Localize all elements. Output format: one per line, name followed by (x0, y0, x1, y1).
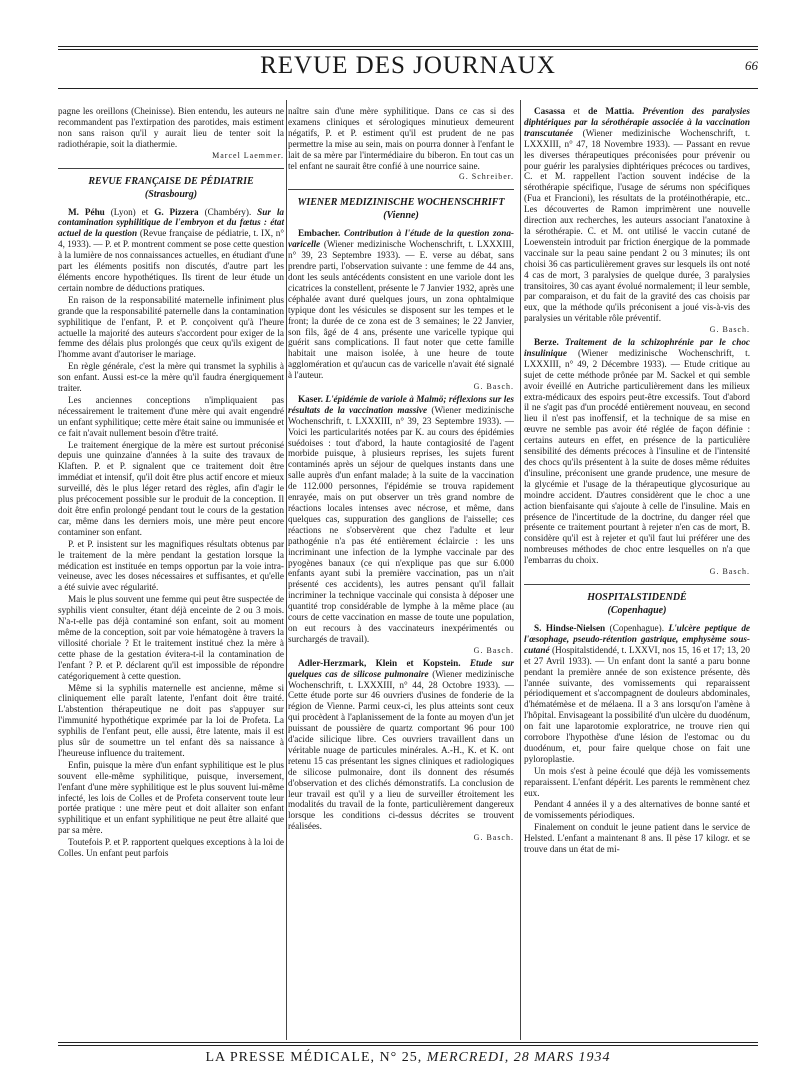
column-divider (520, 100, 521, 1040)
article-body: (Hospitalstidendé, t. LXXVI, nos 15, 16 et 17; 13, 20 et 27 Avril 1933). — Un enfant dont la santé a paru bonne pendant la première année de son existence présente, dès l'année suivante, des vomissements qui reparaissent périodiquement et s'accompagnent de douleurs abdominales, d'hématémèse et de mélaena. Il a 3 ans lorsqu'on l'amène à l'hôpital. Envisageant la possibilité d'un ulcère du duodénum, on fait une laparotomie exploratrice, ne trouve rien qui corrobore l'hypothèse d'une lésion de l'estomac ou du duodénum, et, pour faire quelque chose on fait une pyloroplastie. (524, 644, 750, 764)
article-body: (Wiener medizinische Wochenschrift, t. LXXXIII, n° 39, 23 Septembre 1933). — Voici les particularités notées par K. au cours des épidémies suédoises : tout d'abord, la haute contagiosité de l'agent morbide puisque, à plusieurs reprises, les sujets furent contaminés après un séjour de quelques instants dans une salle auprès d'un enfant malade; à la suite de la vaccination de 112.000 personnes, l'épidémie se trouva rapidement enrayée, mais on put observer un très grand nombre de réactions locales intenses avec nécrose, et même, dans quelques cas, suppuration des ganglions de l'aisselle; ces réactions ne s'observèrent que chez l'adulte et leur pathogénie n'a pas été entièrement éclaircie : les uns incriminant une infection de la lymphe vaccinale par des pyogènes banaux (ce qui n'explique pas que sur 6.000 enfants ayant subi la première vaccination, pas un n'ait présenté ces accidents), les autres pensant qu'il fallait incriminer la technique vaccinale qui consista à déposer une quantité trop considérable de lymphe à la même place (au cours de cette vaccination en masse de toute une population, on eut recours à des vaccinateurs inexpérimentés ou surchargés de travail). (288, 404, 515, 644)
paragraph: Même si la syphilis maternelle est ancienne, même si cliniquement elle paraît latente, l'enfant doit être traité. L'abstention thérapeutique ne doit pas s'appuyer sur l'immunité hypothétique exprimée par la loi de Profeta. La syphilis de l'enfant peut, elle aussi, être latente, mais il est plus sûr de soumettre un tel enfant dès sa naissance à l'heureuse influence du traitement. (58, 682, 284, 758)
article-entry (288, 658, 514, 833)
page-footer (58, 1050, 758, 1066)
section-title: REVUE FRANÇAISE DE PÉDIATRIE (88, 175, 254, 187)
article-body: (Wiener medizinische Wochenschrift, t. LXXXIII, n° 47, 18 Novembre 1933). — Passant en revue les diverses thérapeutiques préconisées pour prévenir ou pour guérir les paralysies diphtériques précoces ou tardives, C. et M. rappellent l'action souvent indécise de la sérothérapie spécifique, l'usage de sérums non spécifiques (Fua et Francioni), les résultats de la protéinothérapie, etc.. Les découvertes de Ramon imprimèrent une nouvelle direction aux recherches, les auteurs associant l'anatoxine à la sérothérapie. C. et M. ont utilisé le vaccin cutané de Loewenstein introduit par friction énergique de la pommade vaccinale sur la peau saine pendant 2 ou 3 minutes; ils ont choisi 36 cas particulièrement graves sur lesquels ils ont noté 4 cas de mort, 3 paralysies de quelque durée, 3 paralysies transitoires, 30 cas ayant évolué normalement; il leur semble, par comparaison, et du fait de la gravité des cas choisis par eux, que la méthode qu'ils préconisent a joué vis-à-vis des paralysies un véritable rôle préventif. (524, 127, 751, 324)
column-3 (524, 106, 750, 856)
separator (524, 584, 750, 585)
section-title: HOSPITALSTIDENDÉ (587, 591, 687, 603)
article-title: Sur la contamination syphilitique de l'embryon et du fœtus : état actuel de la question (58, 206, 285, 239)
author-signature: Marcel Laemmer. (212, 150, 284, 160)
author-signature: G. Schreiber. (459, 172, 514, 182)
section-heading (524, 591, 750, 617)
paragraph: Un mois s'est à peine écoulé que déjà les vomissements reparaissent. L'enfant dépérit. Les parents le remmènent chez eux. (524, 765, 750, 798)
section-heading (58, 175, 284, 201)
separator (288, 189, 514, 190)
paragraph: En règle générale, c'est la mère qui transmet la syphilis à son enfant. Aussi est-ce la mère qu'il faudra énergiquement traiter. (58, 361, 284, 394)
paragraph: Le traitement énergique de la mère est surtout préconisé depuis une quinzaine d'années à la suite des travaux de Klaften. P. et P. signalent que ce traitement doit être immédiat et intensif, qu'il doit être plus actif encore et mieux surveillé, dès le plus léger retard des règles, afin d'agir le plus précocement possible sur le produit de la conception. Il doit être enfin prolongé pendant tout le cours de la gestation car, même dans les derniers mois, une mère peut encore contaminer son enfant. (58, 439, 284, 537)
author-signature: G. Basch. (473, 645, 514, 655)
paragraph: Finalement on conduit le jeune patient dans le service de Helsted. L'enfant a maintenant 8 ans. Il pèse 17 kilogr. et se trouve dans un état de mi- (524, 822, 750, 855)
page-header (58, 52, 758, 86)
article-title: Prévention des paralysies diphtériques par la sérothérapie associée à la vaccination transcutanée (524, 106, 751, 138)
article-entry (58, 207, 284, 294)
paragraph: naître sain d'une mère syphilitique. Dans ce cas si des examens cliniques et sérologiques minutieux demeurent négatifs, P. et P. estiment qu'il est prudent de ne pas permettre la mise au sein, mais on pourra donner à l'enfant le lait de sa mère par l'intermédiaire du biberon. En tout cas un tel enfant ne saurait être confié à une nourrice saine. (288, 106, 514, 171)
author-signature: G. Basch. (473, 833, 514, 843)
column-divider (286, 100, 287, 1040)
article-body: (Wiener medizinische Wochenschrift, t. LXXXIII, n° 49, 2 Décembre 1933). — Etude critique au sujet de cette méthode prônée par M. Sackel et qui semble avoir éveillé en Autriche particulièrement dans les milieux extra-médicaux des espoirs peut-être excessifs. Tout d'abord il ne s'agit pas d'un procédé entièrement nouveau, en second lieu il n'est pas inoffensif, et la technique de sa mise en œuvre ne semble pas avoir été réglée de façon définie : certains auteurs en effet, en présence de la particulière sensibilité des déments précoces à l'insuline et de l'intensité des chocs qu'ils présentent à la suite de doses même réduites d'insuline, préconisent une grande prudence, une mesure de la glycémie et l'usage de la thérapeutique glycosurique au moindre accident. D'autres considèrent que le choc a une action bienfaisante qui s'ajoute à celle de l'insuline. Mais en présence de l'incertitude de la doctrine, du danger réel que présente ce traitement pourtant à rejeter n'en cas de mort, B. considère qu'il est à rejeter et qu'il faut lui préférer une des nombreuses méthodes de choc entre lesquelles on n'a que l'embarras du choix. (524, 347, 750, 566)
footer-rules (58, 1042, 758, 1048)
article-author: S. Hindse-Nielsen (534, 622, 606, 633)
article-author: Berze. (534, 337, 559, 348)
paragraph: Pendant 4 années il y a des alternatives de bonne santé et de vomissements périodiques. (524, 799, 750, 821)
author-signature: G. Basch. (709, 567, 750, 577)
article-author: de Mattia. (588, 106, 635, 116)
header-rule (58, 88, 758, 89)
article-body: (Wiener medizinische Wochenschrift, t. LXXXIII, n° 44, 28 Octobre 1933). — Cette étude porte sur 46 ouvriers d'usines de fonderie de la région de Vienne. Parmi ceux-ci, les plus atteints sont ceux qui procèdent à l'aplanissement de la fonte au moyen d'un jet puissant de poussière de quartz comportant 96 pour 100 d'acide silicique libre. Ces ouvriers travaillent dans un véritable nuage de particules minérales. A.-H., K. et K. ont retenu 15 cas présentant les signes cliniques et radiologiques de silicose pulmonaire, dont ils donnent des résumés d'observation et des clichés démonstratifs. La conclusion de leur travail est qu'il y a lieu de surveiller étroitement les modalités du travail de la fonte, particulièrement dangereux lorsque les conditions ci-dessus décrites se trouvent réalisées. (288, 668, 515, 832)
paragraph: Enfin, puisque la mère d'un enfant syphilitique est le plus souvent elle-même syphilitique, puisque, inversement, l'enfant d'une mère syphilitique est le plus souvent lui-même infecté, les lois de Colles et de Profeta conservent toute leur portée pratique : une mère peut et doit allaiter son enfant syphilitique et un enfant syphilitique ne peut être allaité que par sa mère. (58, 759, 284, 836)
article-title: Etude sur quelques cas de silicose pulmonaire (288, 657, 514, 679)
column-2 (288, 106, 514, 845)
article-body: (Revue française de pédiatrie, t. IX, n° 4, 1933). — P. et P. montrent comment se pose cette question à la lumière de nos connaissances actuelles, en étudiant d'une part les éléments positifs non discutés, d'autre part les éléments encore hypothétiques. Ils tirent de leur étude un certain nombre de déductions pratiques. (58, 228, 284, 293)
author-signature: G. Basch. (709, 325, 750, 335)
article-author: Embacher. (298, 228, 341, 239)
journal-section-title: REVUE DES JOURNAUX (260, 52, 556, 79)
article-title: Traitement de la schizophrénie par le choc insulinique (524, 337, 750, 358)
article-entry (524, 623, 750, 765)
paragraph: En raison de la responsabilité maternelle infiniment plus grande que la responsabilité paternelle dans la contamination syphilitique de l'enfant, P. et P. conçoivent qu'à l'heure actuelle la majorité des auteurs s'accordent pour exiger de la femme des délais plus prolongés que ceux qu'ils exigent de l'homme avant d'autoriser le mariage. (58, 294, 284, 360)
paragraph: Les anciennes conceptions n'impliquaient pas nécessairement le traitement d'une mère qui avait engendré un enfant syphilitique; cette mère était saine ou immunisée et ce fait n'avait nullement besoin d'être traité. (58, 394, 284, 438)
article-affiliation: et (573, 106, 580, 116)
paragraph: pagne les oreillons (Cheinisse). Bien entendu, les auteurs ne recommandent pas l'extirpation des parotides, mais estiment non sans raison qu'il y aurait lieu de tenter soit la radiothérapie, soit la diathermie. (58, 106, 284, 149)
article-title: L'ulcère peptique de l'œsophage, pseudo-rétention gastrique, emphysème sous-cutané (524, 622, 750, 655)
page-number: 66 (745, 58, 758, 73)
article-entry (524, 337, 750, 566)
article-title: Contribution à l'étude de la question zona-varicelle (288, 228, 514, 250)
section-city: (Strasbourg) (144, 188, 198, 200)
article-author: Casassa (534, 106, 566, 116)
article-affiliation: (Lyon) et (110, 206, 149, 217)
paragraph: P. et P. insistent sur les magnifiques résultats obtenus par le traitement de la mère pendant la gestation lorsque la médication est instituée en temps opportun par la voie intra-veineuse, avec les doses nécessaires et suffisantes, et qu'elle a été suivie avec régularité. (58, 538, 284, 593)
article-affiliation: (Chambéry). (204, 206, 252, 217)
section-city: (Copenhague) (607, 604, 667, 616)
author-signature: G. Basch. (473, 382, 514, 392)
column-1 (58, 106, 284, 860)
footer-journal: LA PRESSE MÉDICALE, N° 25, (205, 1050, 423, 1065)
article-affiliation: (Copenhague). (609, 622, 664, 633)
article-entry (524, 106, 750, 324)
article-body: (Wiener medizinische Wochenschrift, t. LXXXIII, n° 39, 23 Septembre 1933). — E. verse au débat, sans prendre parti, l'observation suivante : une femme de 44 ans, dont les seuls antécédents consistent en une variole dont les cicatrices la constellent, présente le 7 Janvier 1932, après une céphalée avant duré quelques jours, un zona ophtalmique typique dont les vésicules se disposent sur les tempes et le front; la durée de ce zona est de 3 semaines; le 22 Janvier, son fils, âgé de 4 ans, présente une varicelle typique qui guérit sans complications. Il faut noter que cette famille habitait une maison isolée, à une heure de toute agglomération et qu'aucun cas de varicelle n'avait été signalé à l'auteur. (288, 239, 514, 381)
article-author: G. Pizzera (154, 206, 199, 217)
paragraph: Toutefois P. et P. rapportent quelques exceptions à la loi de Colles. Un enfant peut parfois (58, 837, 284, 859)
section-heading (288, 196, 514, 222)
article-entry (288, 394, 514, 645)
article-title: L'épidémie de variole à Malmö; réflexions sur les résultats de la vaccination massive (288, 393, 514, 415)
separator (58, 168, 284, 169)
article-author: Kaser. (298, 393, 323, 404)
article-author: M. Péhu (68, 206, 105, 217)
article-entry (288, 228, 514, 381)
article-author: Adler-Herzmark, Klein et Kopstein. (298, 657, 461, 668)
section-city: (Vienne) (383, 210, 419, 222)
footer-date: MERCREDI, 28 MARS 1934 (426, 1050, 611, 1065)
paragraph: Mais le plus souvent une femme qui peut être suspectée de syphilis vient consulter, étant déjà enceinte de 2 ou 3 mois. N'a-t-elle pas déjà contaminé son enfant, soit au moment même de la conception, soit par voie hématogène à travers la villosité choriale ? Et le traitement institué chez la mère à cette phase de la gestation évitera-t-il la contamination de l'enfant ? P. et P. déclarent qu'il est impossible de répondre catégoriquement à cette question. (58, 594, 284, 681)
section-title: WIENER MEDIZINISCHE WOCHENSCHRIFT (297, 197, 505, 209)
